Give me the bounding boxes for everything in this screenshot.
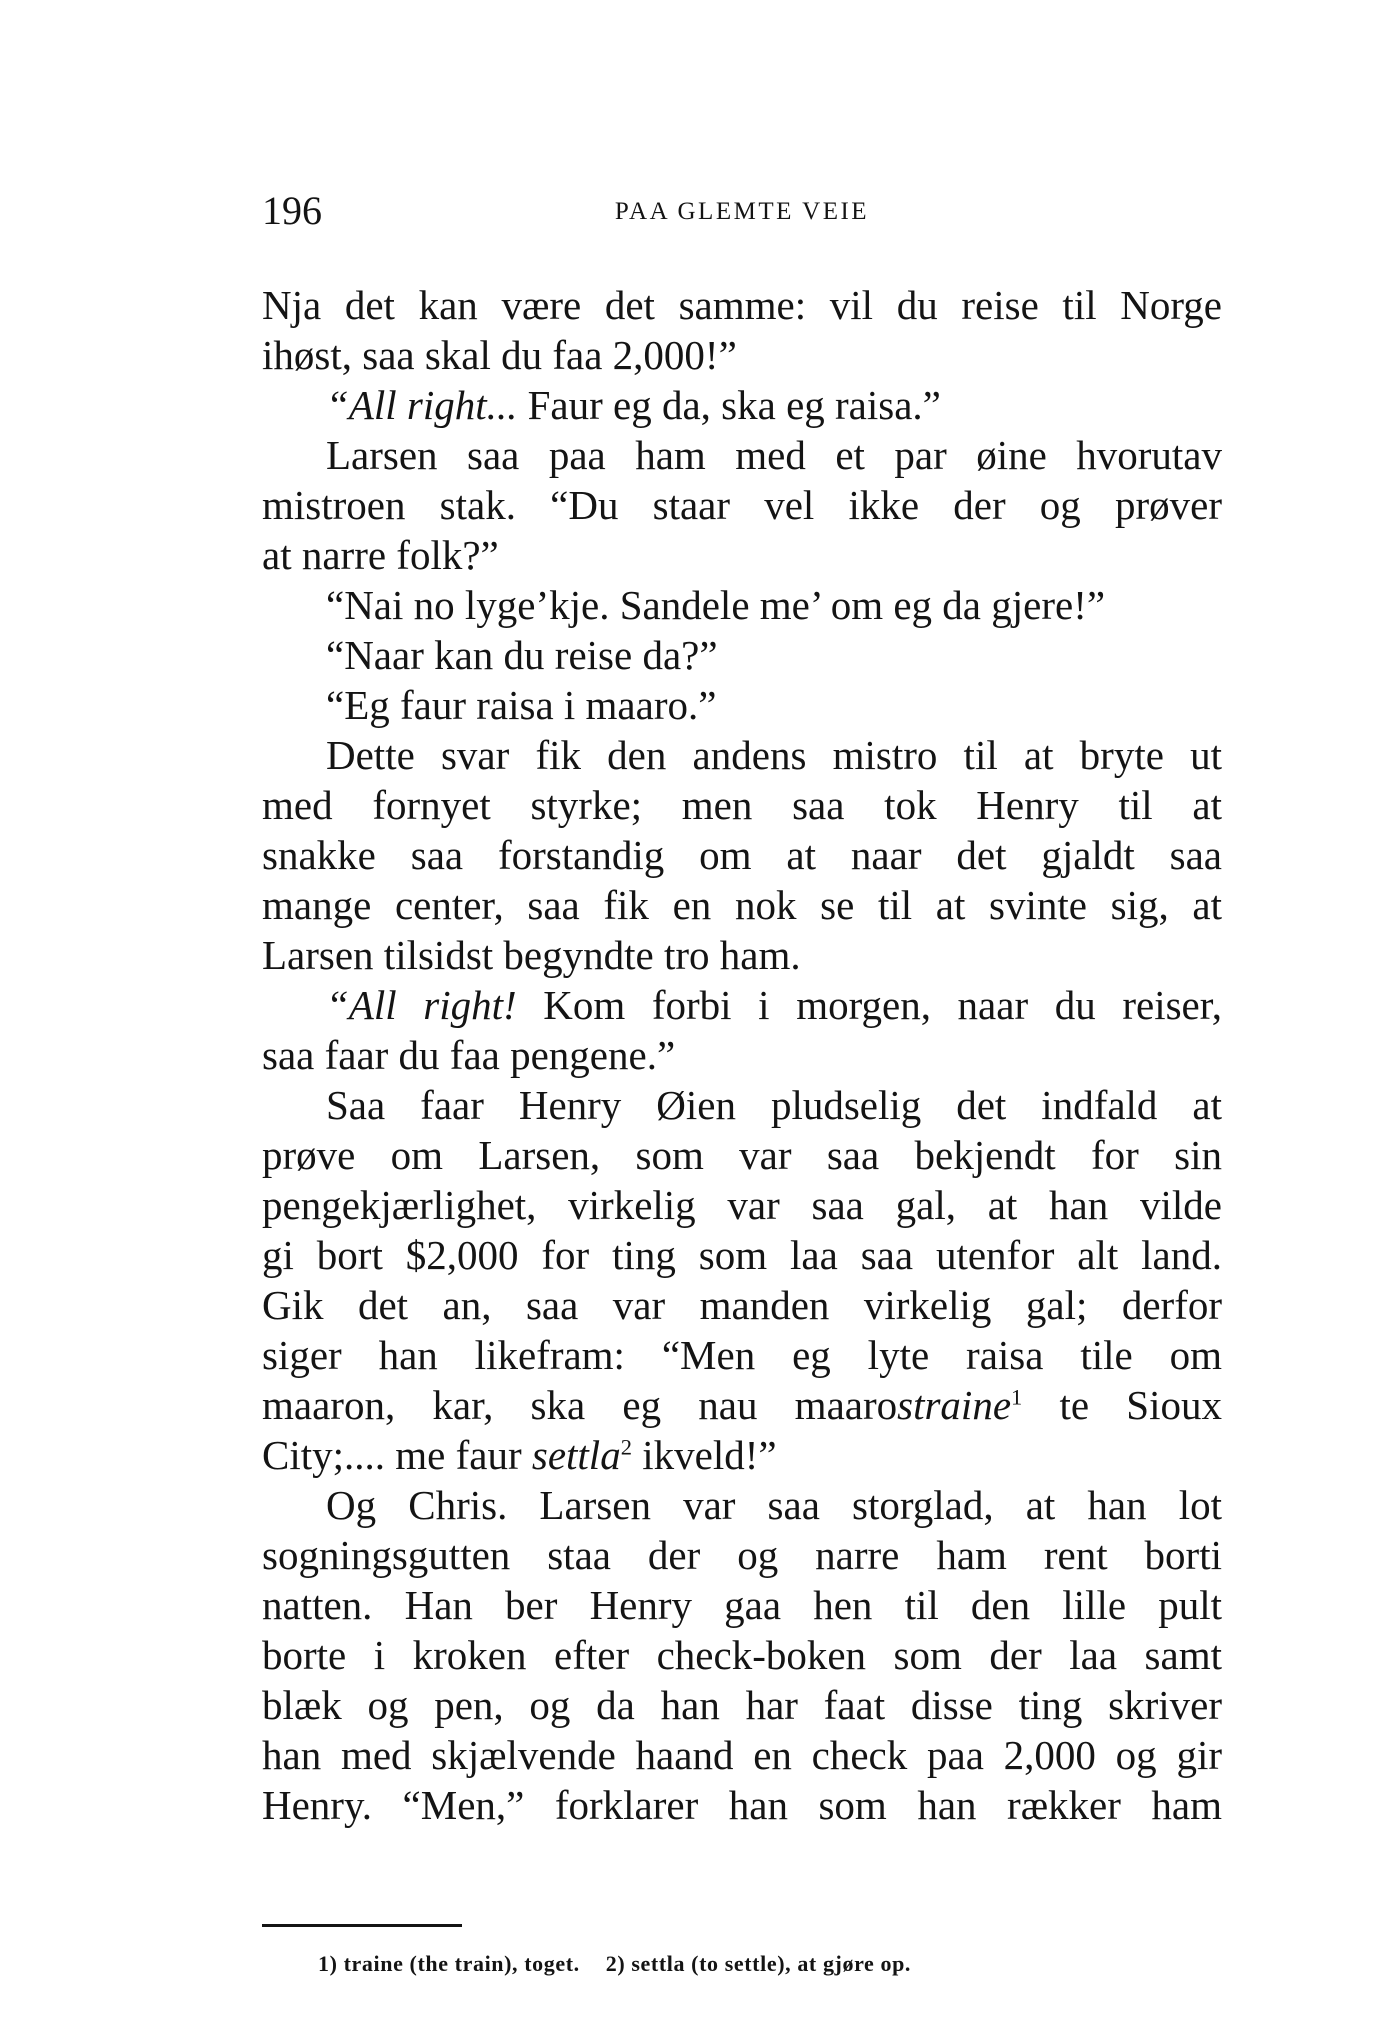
text-fragment: Kom forbi i morgen, naar du reiser, [516, 982, 1222, 1028]
text-line: natten. Han ber Henry gaa hen til den lille pult [262, 1582, 1222, 1628]
text-fragment: te Sioux [1022, 1382, 1222, 1428]
text-line: ihøst, saa skal du faa 2,000!” [262, 332, 737, 378]
italic-phrase: “All right! [326, 982, 517, 1028]
footnotes [318, 1948, 1198, 1980]
text-line: Gik det an, saa var manden virkelig gal; derfor [262, 1282, 1222, 1328]
text-fragment: ikveld!” [631, 1432, 777, 1478]
text-fragment: maaron, kar, ska eg nau maaro [262, 1382, 898, 1428]
text-line: saa faar du faa pengene.” [262, 1032, 676, 1078]
text-line: blæk og pen, og da han har faat disse ting skriver [262, 1682, 1222, 1728]
body-text [262, 280, 1222, 1830]
text-line: prøve om Larsen, som var saa bekjendt for sin [262, 1132, 1222, 1178]
text-line: Saa faar Henry Øien pludselig det indfald at [326, 1082, 1222, 1128]
text-line: Nja det kan være det samme: vil du reise til Norge [262, 282, 1222, 328]
text-line: Dette svar fik den andens mistro til at bryte ut [326, 732, 1222, 778]
text-line: “Nai no lyge’kje. Sandele me’ om eg da gjere!” [326, 582, 1106, 628]
text-line: sogningsgutten staa der og narre ham rent borti [262, 1532, 1222, 1578]
text-line: han med skjælvende haand en check paa 2,000 og gir [262, 1732, 1222, 1778]
text-line: mistroen stak. “Du staar vel ikke der og prøver [262, 482, 1222, 528]
text-line: Larsen tilsidst begyndte tro ham. [262, 932, 801, 978]
text-line: pengekjærlighet, virkelig var saa gal, at han vilde [262, 1182, 1222, 1228]
text-line: mange center, saa fik en nok se til at svinte sig, at [262, 882, 1222, 928]
footnote-2: 2) settla (to settle), at gjøre op. [605, 1951, 912, 1976]
text-fragment: Faur eg da, ska eg raisa.” [517, 382, 941, 428]
text-line: med fornyet styrke; men saa tok Henry til at [262, 782, 1222, 828]
text-line: at narre folk?” [262, 532, 499, 578]
page-header [262, 186, 1222, 236]
text-line [262, 1430, 1222, 1480]
text-line: borte i kroken efter check-boken som der laa samt [262, 1632, 1222, 1678]
footnote-divider [262, 1924, 462, 1927]
text-line: Larsen saa paa ham med et par øine hvorutav [326, 432, 1222, 478]
text-line: siger han likefram: “Men eg lyte raisa tile om [262, 1332, 1222, 1378]
running-title: PAA GLEMTE VEIE [614, 198, 870, 225]
page-number: 196 [262, 188, 322, 233]
text-line: “Naar kan du reise da?” [326, 632, 718, 678]
footnote-1: 1) traine (the train), toget. [318, 1951, 580, 1976]
text-fragment: City;.... me faur [262, 1432, 532, 1478]
text-line [262, 1380, 1222, 1430]
italic-phrase: straine [897, 1382, 1012, 1428]
text-line [262, 380, 1222, 430]
text-line: Og Chris. Larsen var saa storglad, at han lot [326, 1482, 1222, 1528]
text-line: “Eg faur raisa i maaro.” [326, 682, 717, 728]
text-line: Henry. “Men,” forklarer han som han rækker ham [262, 1782, 1222, 1828]
italic-phrase: settla [531, 1432, 621, 1478]
text-line [262, 980, 1222, 1030]
text-line: gi bort $2,000 for ting som laa saa utenfor alt land. [262, 1232, 1222, 1278]
footnote-marker: 2 [620, 1434, 632, 1460]
italic-phrase: “All right... [326, 382, 518, 428]
text-line: snakke saa forstandig om at naar det gjaldt saa [262, 832, 1222, 878]
footnote-marker: 1 [1011, 1384, 1023, 1410]
